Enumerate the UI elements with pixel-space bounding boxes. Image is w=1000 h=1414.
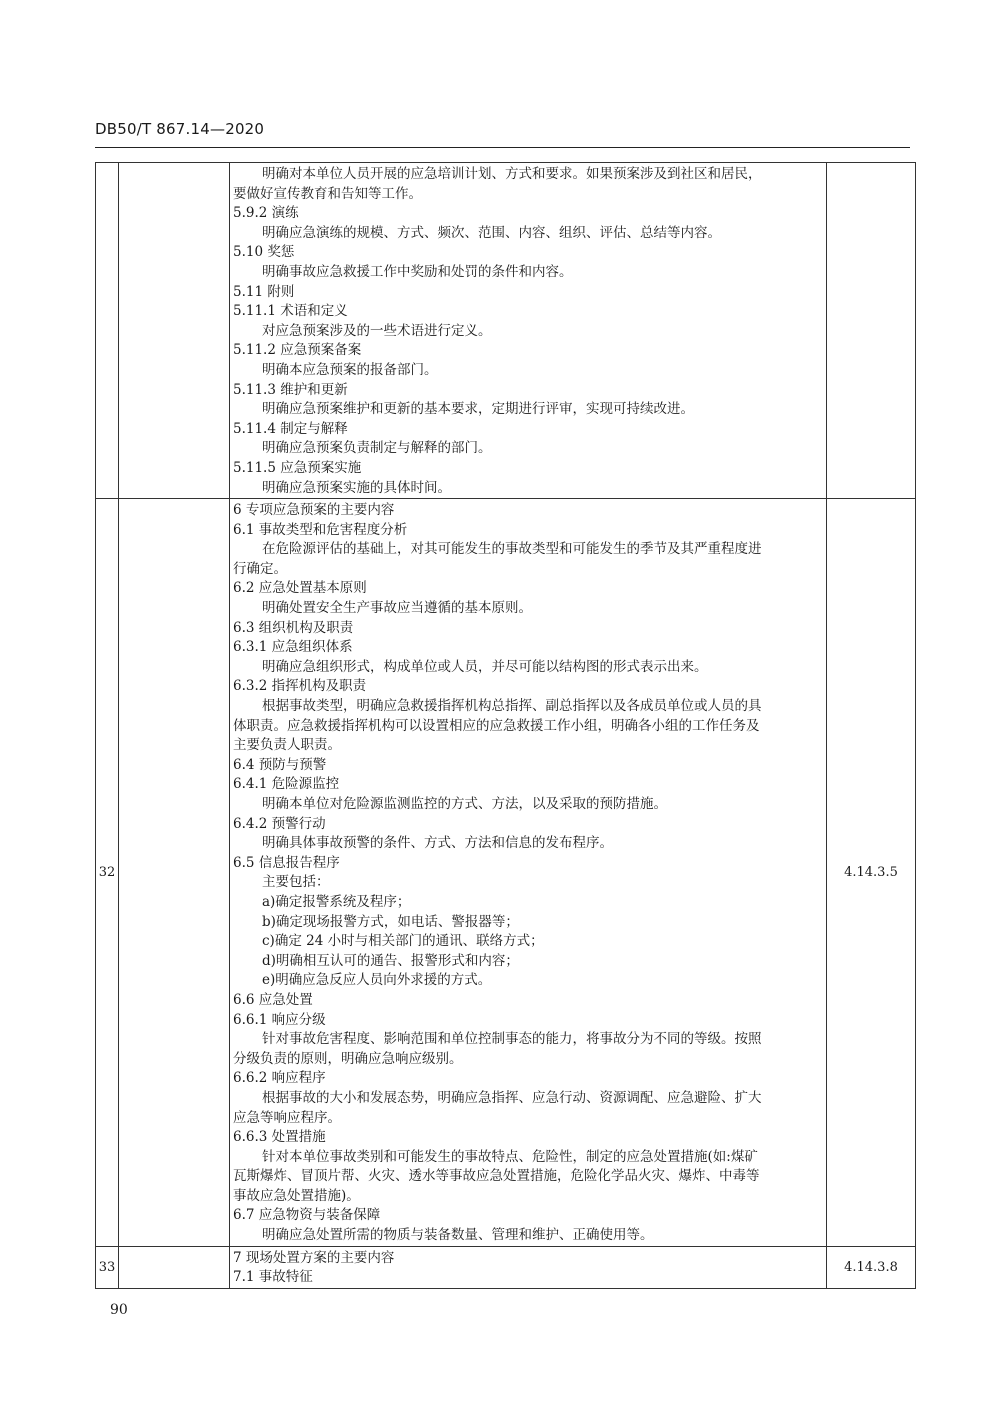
content-line: 5.11.2 应急预案备案 xyxy=(233,342,362,359)
content-line: 6.6 应急处置 xyxy=(233,991,313,1008)
content-line: 6.4 预防与预警 xyxy=(233,756,327,773)
content-line: e)明确应急反应人员向外求援的方式。 xyxy=(262,972,492,989)
row-number: 33 xyxy=(96,1246,119,1288)
content-line: 明确具体事故预警的条件、方式、方法和信息的发布程序。 xyxy=(262,835,613,852)
content-line: 明确本单位对危险源监测监控的方式、方法，以及采取的预防措施。 xyxy=(262,796,667,812)
content-line: 分级负责的原则，明确应急响应级别。 xyxy=(233,1050,463,1067)
item-cell xyxy=(119,163,230,499)
content-line: 6.7 应急物资与装备保障 xyxy=(233,1207,381,1224)
content-cell xyxy=(230,499,827,1247)
item-cell xyxy=(119,1246,230,1288)
content-line: 明确应急预案维护和更新的基本要求，定期进行评审，实现可持续改进。 xyxy=(262,401,694,418)
content-line: d)明确相互认可的通告、报警形式和内容； xyxy=(262,952,519,969)
content-line: 5.9.2 演练 xyxy=(233,205,299,222)
content-line: 明确事故应急救援工作中奖励和处罚的条件和内容。 xyxy=(262,263,573,280)
content-line: 在危险源评估的基础上，对其可能发生的事故类型和可能发生的季节及其严重程度进 xyxy=(262,541,762,558)
header-rule xyxy=(95,147,910,148)
content-line: 5.11.4 制定与解释 xyxy=(233,420,348,437)
content-line: c)确定 24 小时与相关部门的通讯、联络方式； xyxy=(262,933,544,950)
content-line: 对应急预案涉及的一些术语进行定义。 xyxy=(262,322,492,339)
content-line: a)确定报警系统及程序； xyxy=(262,893,411,910)
content-line: 6.3.2 指挥机构及职责 xyxy=(233,678,367,695)
content-line: 根据事故类型，明确应急救援指挥机构总指挥、副总指挥以及各成员单位或人员的具 xyxy=(262,698,762,715)
clause-reference xyxy=(827,163,916,499)
clause-reference: 4.14.3.5 xyxy=(827,499,916,1247)
content-line: 明确应急处置所需的物质与装备数量、管理和维护、正确使用等。 xyxy=(262,1227,654,1244)
content-line: 瓦斯爆炸、冒顶片帮、火灾、透水等事故应急处置措施，危险化学品火灾、爆炸、中毒等 xyxy=(233,1168,760,1185)
content-line: 6.6.3 处置措施 xyxy=(233,1129,326,1146)
document-id: DB50/T 867.14—2020 xyxy=(95,120,265,138)
content-line: 6.2 应急处置基本原则 xyxy=(233,580,367,597)
content-line: 要做好宣传教育和告知等工作。 xyxy=(233,185,422,202)
content-line: 5.10 奖惩 xyxy=(233,244,295,261)
content-line: 6.3.1 应急组织体系 xyxy=(233,639,353,656)
content-line: 5.11.1 术语和定义 xyxy=(233,303,348,320)
table-row xyxy=(96,163,916,499)
content-line: 主要负责人职责。 xyxy=(233,737,341,754)
content-line: 明确应急预案负责制定与解释的部门。 xyxy=(262,440,492,457)
item-cell xyxy=(119,499,230,1247)
content-line: 7.1 事故特征 xyxy=(233,1269,313,1286)
content-line: 5.11.3 维护和更新 xyxy=(233,381,348,398)
content-line: 明确对本单位人员开展的应急培训计划、方式和要求。如果预案涉及到社区和居民， xyxy=(262,166,762,182)
content-line: 6.6.2 响应程序 xyxy=(233,1070,326,1087)
content-line: 主要包括： xyxy=(262,874,330,891)
content-line: 明确应急组织形式，构成单位或人员，并尽可能以结构图的形式表示出来。 xyxy=(262,658,708,675)
content-line: 7 现场处置方案的主要内容 xyxy=(233,1249,395,1266)
content-line: 5.11 附则 xyxy=(233,283,295,300)
content-line: 6.5 信息报告程序 xyxy=(233,854,340,871)
content-line: 事故应急处置措施)。 xyxy=(233,1187,360,1204)
content-cell xyxy=(230,163,827,499)
content-line: 明确处置安全生产事故应当遵循的基本原则。 xyxy=(262,600,532,617)
content-line: 5.11.5 应急预案实施 xyxy=(233,459,362,476)
content-line: 根据事故的大小和发展态势，明确应急指挥、应急行动、资源调配、应急避险、扩大 xyxy=(262,1089,762,1106)
content-line: 明确应急演练的规模、方式、频次、范围、内容、组织、评估、总结等内容。 xyxy=(262,224,721,241)
page-number: 90 xyxy=(110,1302,128,1318)
content-line: 针对事故危害程度、影响范围和单位控制事态的能力，将事故分为不同的等级。按照 xyxy=(262,1031,762,1048)
clause-reference: 4.14.3.8 xyxy=(827,1246,916,1288)
table-row xyxy=(96,499,916,1247)
content-cell xyxy=(230,1246,827,1288)
content-line: 6.6.1 响应分级 xyxy=(233,1011,326,1028)
content-line: 明确应急预案实施的具体时间。 xyxy=(262,479,451,496)
table-row xyxy=(96,1246,916,1288)
content-line: 6.4.2 预警行动 xyxy=(233,815,326,832)
content-line: 应急等响应程序。 xyxy=(233,1109,341,1126)
requirements-table xyxy=(95,162,916,1289)
content-line: 6.3 组织机构及职责 xyxy=(233,619,354,636)
content-line: 体职责。应急救援指挥机构可以设置相应的应急救援工作小组，明确各小组的工作任务及 xyxy=(233,717,760,734)
content-line: b)确定现场报警方式，如电话、警报器等； xyxy=(262,913,519,930)
row-number xyxy=(96,163,119,499)
content-line: 6.1 事故类型和危害程度分析 xyxy=(233,521,408,538)
content-line: 6 专项应急预案的主要内容 xyxy=(233,502,395,519)
content-line: 明确本应急预案的报备部门。 xyxy=(262,361,438,378)
content-line: 针对本单位事故类别和可能发生的事故特点、危险性，制定的应急处置措施(如:煤矿 xyxy=(262,1148,758,1165)
row-number: 32 xyxy=(96,499,119,1247)
content-line: 6.4.1 危险源监控 xyxy=(233,776,340,793)
content-line: 行确定。 xyxy=(233,560,287,577)
